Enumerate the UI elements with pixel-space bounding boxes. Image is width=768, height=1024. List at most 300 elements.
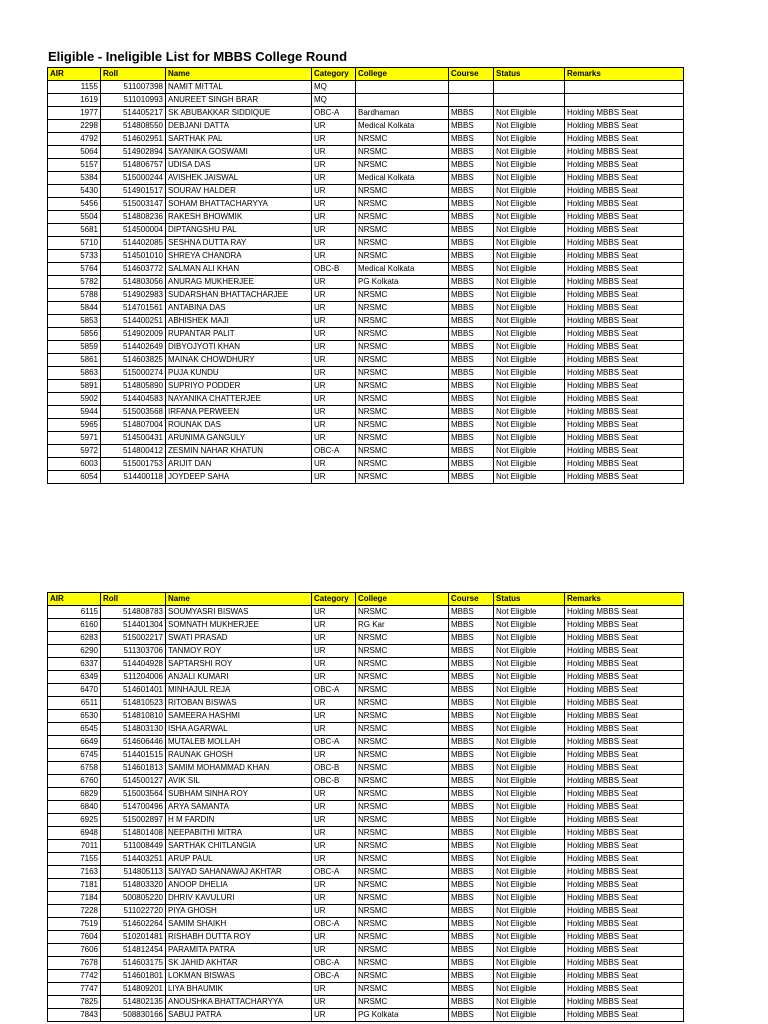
air-cell: 6283 [48,632,101,645]
category-cell: UR [312,471,356,484]
roll-cell: 508830166 [101,1009,166,1022]
remarks-cell: Holding MBBS Seat [565,120,684,133]
header-row [48,68,684,81]
college-cell: NRSMC [356,775,449,788]
table-row [48,684,684,697]
college-cell: NRSMC [356,749,449,762]
course-cell: MBBS [449,905,494,918]
remarks-cell: Holding MBBS Seat [565,107,684,120]
name-cell: MINHAJUL REJA [166,684,312,697]
name-cell: SUDARSHAN BHATTACHARJEE [166,289,312,302]
category-cell: UR [312,619,356,632]
remarks-cell: Holding MBBS Seat [565,697,684,710]
category-cell: UR [312,198,356,211]
status-cell: Not Eligible [494,866,565,879]
remarks-cell: Holding MBBS Seat [565,905,684,918]
roll-cell: 514402085 [101,237,166,250]
course-cell: MBBS [449,315,494,328]
name-cell: SAMEERA HASHMI [166,710,312,723]
remarks-cell: Holding MBBS Seat [565,406,684,419]
table-row [48,957,684,970]
college-cell: PG Kolkata [356,276,449,289]
course-cell: MBBS [449,159,494,172]
table-row [48,1009,684,1022]
name-cell: ANOUSHKA BHATTACHARYYA [166,996,312,1009]
air-cell: 6925 [48,814,101,827]
college-cell: NRSMC [356,133,449,146]
name-cell: MAINAK CHOWDHURY [166,354,312,367]
air-cell: 5972 [48,445,101,458]
header-course: Course [449,68,494,81]
course-cell: MBBS [449,931,494,944]
table-row [48,658,684,671]
table-row [48,944,684,957]
category-cell: UR [312,723,356,736]
table-row [48,879,684,892]
air-cell: 6290 [48,645,101,658]
name-cell: SOMNATH MUKHERJEE [166,619,312,632]
status-cell: Not Eligible [494,380,565,393]
category-cell: UR [312,905,356,918]
category-cell: UR [312,432,356,445]
table-row [48,237,684,250]
table-row [48,749,684,762]
table-row [48,775,684,788]
air-cell: 7181 [48,879,101,892]
category-cell: UR [312,406,356,419]
remarks-cell: Holding MBBS Seat [565,918,684,931]
table-row [48,367,684,380]
status-cell: Not Eligible [494,645,565,658]
college-cell: NRSMC [356,736,449,749]
air-cell: 7678 [48,957,101,970]
roll-cell: 514806757 [101,159,166,172]
remarks-cell: Holding MBBS Seat [565,983,684,996]
roll-cell: 514701561 [101,302,166,315]
remarks-cell: Holding MBBS Seat [565,237,684,250]
remarks-cell: Holding MBBS Seat [565,211,684,224]
table-row [48,432,684,445]
status-cell: Not Eligible [494,315,565,328]
status-cell: Not Eligible [494,471,565,484]
category-cell: UR [312,250,356,263]
remarks-cell: Holding MBBS Seat [565,749,684,762]
air-cell: 5064 [48,146,101,159]
roll-cell: 515003564 [101,788,166,801]
table-row [48,146,684,159]
table-row [48,159,684,172]
roll-cell: 514500127 [101,775,166,788]
course-cell [449,94,494,107]
roll-cell: 515001753 [101,458,166,471]
roll-cell: 514803130 [101,723,166,736]
course-cell: MBBS [449,671,494,684]
name-cell: ABHISHEK MAJI [166,315,312,328]
air-cell: 5859 [48,341,101,354]
air-cell: 1977 [48,107,101,120]
air-cell: 7519 [48,918,101,931]
college-cell: NRSMC [356,250,449,263]
table-row [48,419,684,432]
header-remarks: Remarks [565,593,684,606]
college-cell: NRSMC [356,458,449,471]
air-cell: 6649 [48,736,101,749]
college-cell: NRSMC [356,918,449,931]
course-cell: MBBS [449,996,494,1009]
table-row [48,723,684,736]
remarks-cell: Holding MBBS Seat [565,723,684,736]
college-cell: NRSMC [356,328,449,341]
course-cell: MBBS [449,263,494,276]
roll-cell: 514403251 [101,853,166,866]
remarks-cell: Holding MBBS Seat [565,736,684,749]
name-cell: JOYDEEP SAHA [166,471,312,484]
course-cell: MBBS [449,814,494,827]
roll-cell: 514800412 [101,445,166,458]
status-cell: Not Eligible [494,762,565,775]
remarks-cell: Holding MBBS Seat [565,814,684,827]
table-row [48,211,684,224]
category-cell: UR [312,185,356,198]
name-cell: DIBYOJYOTI KHAN [166,341,312,354]
name-cell: NAMIT MITTAL [166,81,312,94]
roll-cell: 514808550 [101,120,166,133]
air-cell: 5971 [48,432,101,445]
category-cell: UR [312,120,356,133]
name-cell: RAKESH BHOWMIK [166,211,312,224]
remarks-cell: Holding MBBS Seat [565,801,684,814]
table-row [48,853,684,866]
status-cell: Not Eligible [494,354,565,367]
remarks-cell: Holding MBBS Seat [565,185,684,198]
table-row [48,671,684,684]
name-cell: ZESMIN NAHAR KHATUN [166,445,312,458]
roll-cell: 511007398 [101,81,166,94]
college-cell: NRSMC [356,471,449,484]
status-cell: Not Eligible [494,328,565,341]
name-cell: LIYA BHAUMIK [166,983,312,996]
roll-cell: 514801408 [101,827,166,840]
status-cell: Not Eligible [494,263,565,276]
college-cell: NRSMC [356,684,449,697]
roll-cell: 514805890 [101,380,166,393]
status-cell: Not Eligible [494,658,565,671]
roll-cell: 514810523 [101,697,166,710]
remarks-cell: Holding MBBS Seat [565,970,684,983]
name-cell: ROUNAK DAS [166,419,312,432]
table-row [48,302,684,315]
college-cell: NRSMC [356,606,449,619]
remarks-cell: Holding MBBS Seat [565,710,684,723]
table-row [48,710,684,723]
name-cell: TANMOY ROY [166,645,312,658]
college-cell: NRSMC [356,970,449,983]
course-cell: MBBS [449,211,494,224]
table-row [48,328,684,341]
roll-cell: 514500431 [101,432,166,445]
status-cell: Not Eligible [494,983,565,996]
college-cell: NRSMC [356,983,449,996]
status-cell: Not Eligible [494,853,565,866]
name-cell: PUJA KUNDU [166,367,312,380]
remarks-cell: Holding MBBS Seat [565,276,684,289]
category-cell: UR [312,146,356,159]
roll-cell: 514405217 [101,107,166,120]
roll-cell: 514810810 [101,710,166,723]
air-cell: 1155 [48,81,101,94]
category-cell: UR [312,289,356,302]
name-cell: AVISHEK JAISWAL [166,172,312,185]
remarks-cell: Holding MBBS Seat [565,419,684,432]
air-cell: 7606 [48,944,101,957]
table-row [48,107,684,120]
category-cell: UR [312,315,356,328]
name-cell: RUPANTAR PALIT [166,328,312,341]
category-cell: UR [312,892,356,905]
name-cell: H M FARDIN [166,814,312,827]
course-cell: MBBS [449,471,494,484]
remarks-cell: Holding MBBS Seat [565,341,684,354]
status-cell: Not Eligible [494,996,565,1009]
course-cell: MBBS [449,289,494,302]
remarks-cell: Holding MBBS Seat [565,762,684,775]
air-cell: 6337 [48,658,101,671]
college-cell: NRSMC [356,944,449,957]
roll-cell: 514400118 [101,471,166,484]
college-cell: NRSMC [356,406,449,419]
course-cell: MBBS [449,419,494,432]
college-cell: NRSMC [356,380,449,393]
category-cell: UR [312,944,356,957]
status-cell: Not Eligible [494,393,565,406]
category-cell: OBC-A [312,918,356,931]
category-cell: OBC-A [312,445,356,458]
air-cell: 7843 [48,1009,101,1022]
college-cell: NRSMC [356,892,449,905]
remarks-cell: Holding MBBS Seat [565,302,684,315]
status-cell: Not Eligible [494,944,565,957]
course-cell [449,81,494,94]
college-cell: NRSMC [356,367,449,380]
name-cell: UDISA DAS [166,159,312,172]
header-status: Status [494,68,565,81]
air-cell: 7747 [48,983,101,996]
name-cell: SK ABUBAKKAR SIDDIQUE [166,107,312,120]
roll-cell: 515002217 [101,632,166,645]
table-row [48,983,684,996]
name-cell: SOHAM BHATTACHARYYA [166,198,312,211]
course-cell: MBBS [449,775,494,788]
course-cell: MBBS [449,736,494,749]
name-cell: ARYA SAMANTA [166,801,312,814]
status-cell: Not Eligible [494,146,565,159]
college-cell: NRSMC [356,710,449,723]
header-name: Name [166,68,312,81]
table-row [48,341,684,354]
table-row [48,905,684,918]
roll-cell: 515000274 [101,367,166,380]
roll-cell: 514603772 [101,263,166,276]
status-cell: Not Eligible [494,931,565,944]
remarks-cell: Holding MBBS Seat [565,671,684,684]
table-row [48,289,684,302]
remarks-cell [565,94,684,107]
status-cell: Not Eligible [494,710,565,723]
category-cell: UR [312,172,356,185]
roll-cell: 514805113 [101,866,166,879]
header-air: AIR [48,68,101,81]
course-cell: MBBS [449,367,494,380]
table-row [48,645,684,658]
remarks-cell: Holding MBBS Seat [565,367,684,380]
air-cell: 5891 [48,380,101,393]
course-cell: MBBS [449,146,494,159]
status-cell: Not Eligible [494,159,565,172]
category-cell: UR [312,341,356,354]
name-cell: SARTHAK CHITLANGIA [166,840,312,853]
name-cell: RISHABH DUTTA ROY [166,931,312,944]
course-cell: MBBS [449,606,494,619]
category-cell: OBC-B [312,775,356,788]
status-cell: Not Eligible [494,918,565,931]
name-cell: RAUNAK GHOSH [166,749,312,762]
college-cell: NRSMC [356,866,449,879]
air-cell: 7228 [48,905,101,918]
status-cell: Not Eligible [494,211,565,224]
table-row [48,185,684,198]
course-cell: MBBS [449,393,494,406]
college-cell: NRSMC [356,185,449,198]
status-cell: Not Eligible [494,120,565,133]
table-row [48,133,684,146]
header-status: Status [494,593,565,606]
roll-cell: 514602951 [101,133,166,146]
college-cell: NRSMC [356,211,449,224]
course-cell: MBBS [449,172,494,185]
header-remarks: Remarks [565,68,684,81]
air-cell: 5681 [48,224,101,237]
name-cell: SWATI PRASAD [166,632,312,645]
roll-cell: 511008449 [101,840,166,853]
remarks-cell: Holding MBBS Seat [565,224,684,237]
table-row [48,172,684,185]
air-cell: 5844 [48,302,101,315]
air-cell: 5944 [48,406,101,419]
status-cell: Not Eligible [494,892,565,905]
air-cell: 5863 [48,367,101,380]
category-cell: OBC-A [312,107,356,120]
air-cell: 7742 [48,970,101,983]
remarks-cell: Holding MBBS Seat [565,172,684,185]
category-cell: OBC-B [312,263,356,276]
remarks-cell: Holding MBBS Seat [565,853,684,866]
air-cell: 5902 [48,393,101,406]
table-row [48,263,684,276]
air-cell: 6160 [48,619,101,632]
roll-cell: 514404583 [101,393,166,406]
remarks-cell: Holding MBBS Seat [565,159,684,172]
category-cell: UR [312,801,356,814]
category-cell: OBC-A [312,736,356,749]
college-cell: NRSMC [356,198,449,211]
roll-cell: 514808783 [101,606,166,619]
status-cell: Not Eligible [494,367,565,380]
course-cell: MBBS [449,198,494,211]
air-cell: 5384 [48,172,101,185]
remarks-cell: Holding MBBS Seat [565,315,684,328]
name-cell: SESHNA DUTTA RAY [166,237,312,250]
air-cell: 5710 [48,237,101,250]
status-cell: Not Eligible [494,775,565,788]
table-row [48,931,684,944]
remarks-cell: Holding MBBS Seat [565,1009,684,1022]
roll-cell: 514401515 [101,749,166,762]
air-cell: 6003 [48,458,101,471]
remarks-cell: Holding MBBS Seat [565,250,684,263]
air-cell: 5856 [48,328,101,341]
air-cell: 2298 [48,120,101,133]
remarks-cell: Holding MBBS Seat [565,840,684,853]
college-cell: NRSMC [356,957,449,970]
name-cell: DHRIV KAVULURI [166,892,312,905]
status-cell: Not Eligible [494,133,565,146]
page-title: Eligible - Ineligible List for MBBS College Round [48,49,348,64]
name-cell: PIYA GHOSH [166,905,312,918]
category-cell: UR [312,840,356,853]
air-cell: 6948 [48,827,101,840]
status-cell [494,81,565,94]
college-cell: NRSMC [356,905,449,918]
course-cell: MBBS [449,892,494,905]
roll-cell: 514501010 [101,250,166,263]
roll-cell: 515002897 [101,814,166,827]
name-cell: ANJALI KUMARI [166,671,312,684]
air-cell: 6829 [48,788,101,801]
college-cell: NRSMC [356,289,449,302]
table-row [48,224,684,237]
remarks-cell: Holding MBBS Seat [565,866,684,879]
roll-cell: 500805220 [101,892,166,905]
name-cell: MUTALEB MOLLAH [166,736,312,749]
status-cell: Not Eligible [494,224,565,237]
header-roll: Roll [101,593,166,606]
category-cell: UR [312,133,356,146]
name-cell: SK JAHID AKHTAR [166,957,312,970]
table-row [48,892,684,905]
roll-cell: 514809201 [101,983,166,996]
roll-cell: 514401304 [101,619,166,632]
remarks-cell: Holding MBBS Seat [565,471,684,484]
roll-cell: 514901517 [101,185,166,198]
course-cell: MBBS [449,970,494,983]
course-cell: MBBS [449,224,494,237]
name-cell: SARTHAK PAL [166,133,312,146]
air-cell: 7184 [48,892,101,905]
roll-cell: 514802135 [101,996,166,1009]
table-row [48,697,684,710]
air-cell: 5861 [48,354,101,367]
remarks-cell: Holding MBBS Seat [565,432,684,445]
course-cell: MBBS [449,658,494,671]
remarks-cell: Holding MBBS Seat [565,445,684,458]
college-cell [356,81,449,94]
name-cell: SAPTARSHI ROY [166,658,312,671]
name-cell: ANOOP DHELIA [166,879,312,892]
header-air: AIR [48,593,101,606]
air-cell: 5764 [48,263,101,276]
college-cell: NRSMC [356,432,449,445]
name-cell: SAMIM MOHAMMAD KHAN [166,762,312,775]
